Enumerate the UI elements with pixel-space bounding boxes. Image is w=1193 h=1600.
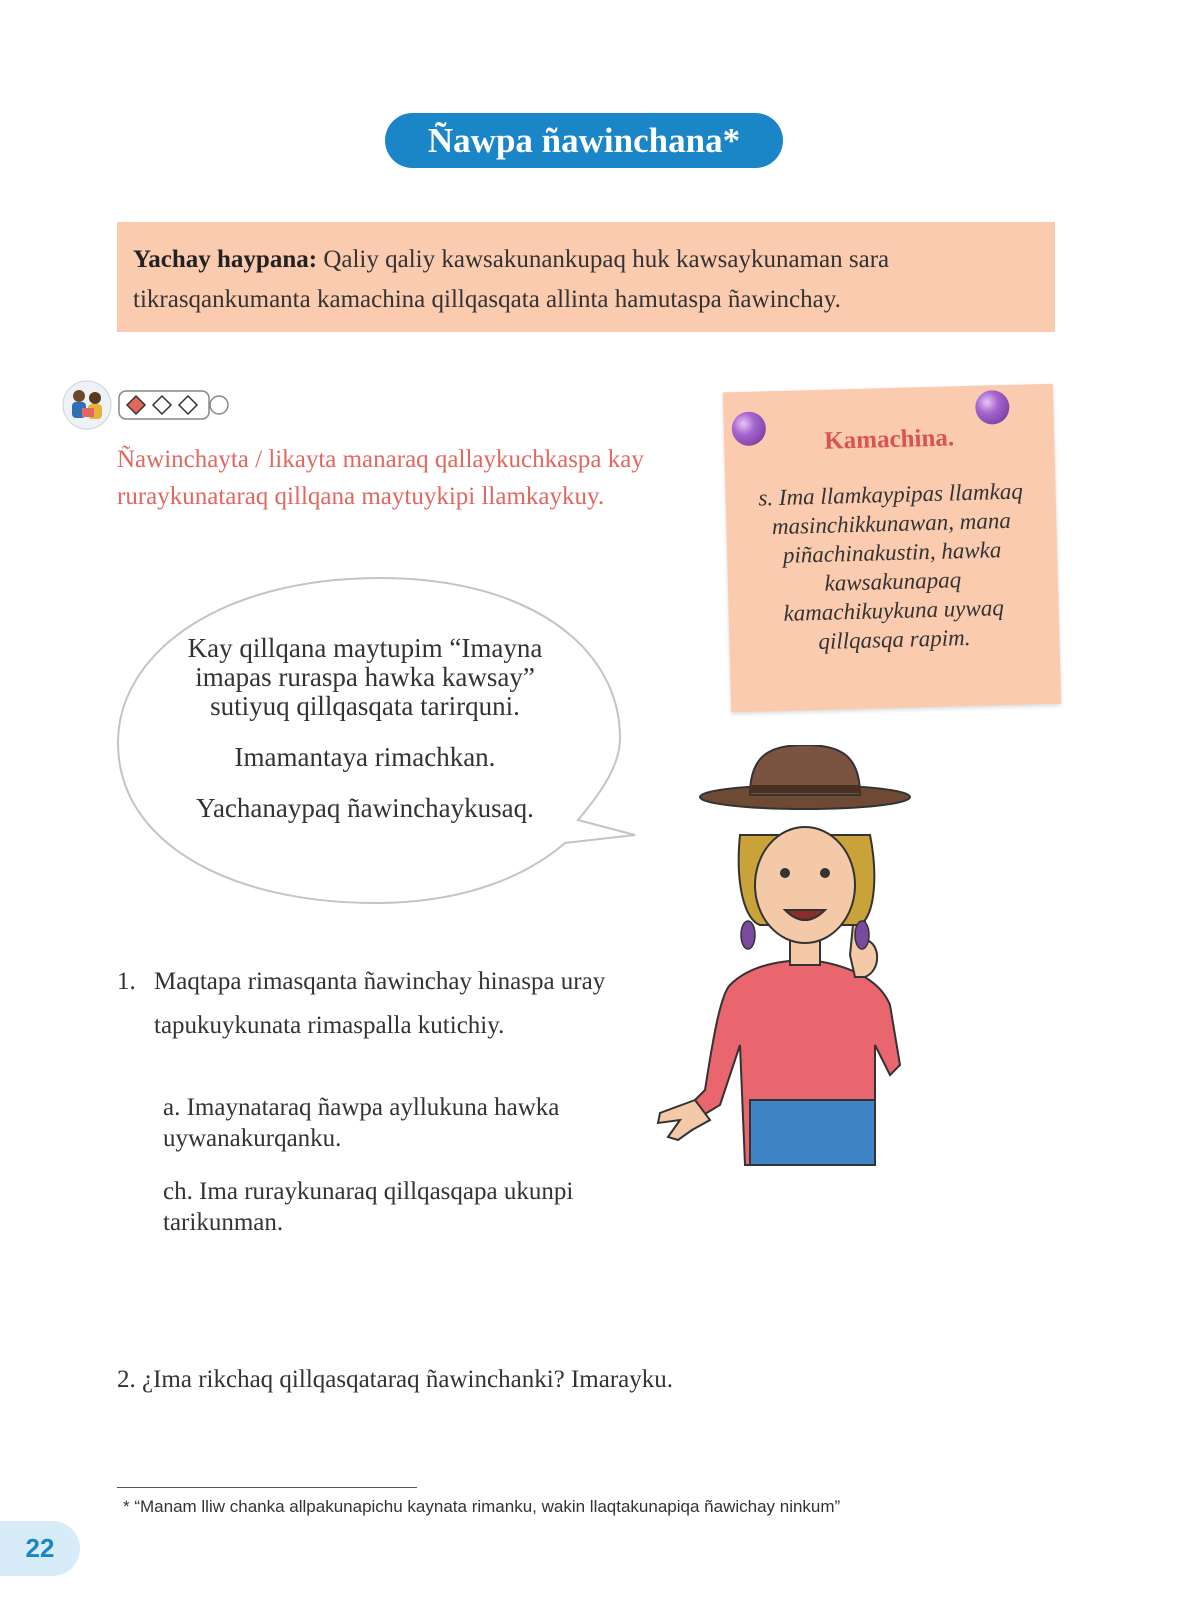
- goal-text: Qaliy qaliy kawsakunankupaq huk kawsaykunaman sara tikrasqankumanta kamachina qillqasqata allinta hamutaspa ñawinchay.: [133, 246, 890, 313]
- footnote: * “Manam lliw chanka allpakunapichu kaynata rimanku, wakin llaqtakunapiqa ñawichay ninkum”: [123, 1497, 841, 1516]
- sub-question-ch-text: Ima ruraykunaraq qillqasqapa ukunpi tarikunman.: [163, 1178, 574, 1236]
- purple-pin-icon: [975, 390, 1010, 425]
- page-number-badge: 22: [0, 1521, 80, 1576]
- question-2: [117, 1366, 917, 1394]
- footnote-divider: [117, 1487, 417, 1488]
- instruction-text: Ñawinchayta / likayta manaraq qallaykuchkaspa kay ruraykunataraq qillqana maytuykipi llamkaykuy.: [117, 446, 644, 510]
- question-1-number: 1.: [117, 968, 136, 995]
- bubble-line-2: Imamantaya rimachkan.: [234, 742, 496, 772]
- question-2-number: 2.: [117, 1366, 136, 1393]
- bubble-line-3: Yachanaypaq ñawinchaykusaq.: [196, 793, 534, 823]
- girl-with-hat-illustration: [650, 745, 950, 1195]
- note-body: s. Ima llamkaypipas llamkaq masinchikkunawan, mana piñachinakustin, hawka kawsakunapaq kamachikuykuna uywaq qillqasqa rapim.: [758, 478, 1024, 654]
- sub-question-a: [163, 1092, 663, 1154]
- sub-question-a-label: a.: [163, 1094, 181, 1121]
- bubble-line-1: Kay qillqana maytupim “Imayna imapas ruraspa hawka kawsay” sutiyuq qillqasqata tarirquni.: [187, 633, 543, 721]
- sub-question-ch: [163, 1176, 603, 1238]
- sub-question-ch-label: ch.: [163, 1178, 193, 1205]
- learning-goal-box: [117, 222, 1055, 332]
- goal-label: Yachay haypana:: [133, 246, 318, 273]
- page-title: Ñawpa ñawinchana*: [385, 113, 783, 168]
- sub-question-a-text: Imaynataraq ñawpa ayllukuna hawka uywanakurqanku.: [163, 1094, 560, 1152]
- speech-bubble-text: [170, 634, 560, 845]
- question-1: [117, 960, 677, 1048]
- level-diamonds-icon: [118, 388, 234, 422]
- question-2-text: ¿Ima rikchaq qillqasqataraq ñawinchanki? Imarayku.: [142, 1366, 674, 1393]
- glossary-note-card: [723, 384, 1061, 713]
- note-title: Kamachina.: [823, 424, 955, 455]
- kids-reading-icon: [62, 380, 112, 430]
- question-1-text: Maqtapa rimasqanta ñawinchay hinaspa uray tapukuykunata rimaspalla kutichiy.: [154, 968, 606, 1039]
